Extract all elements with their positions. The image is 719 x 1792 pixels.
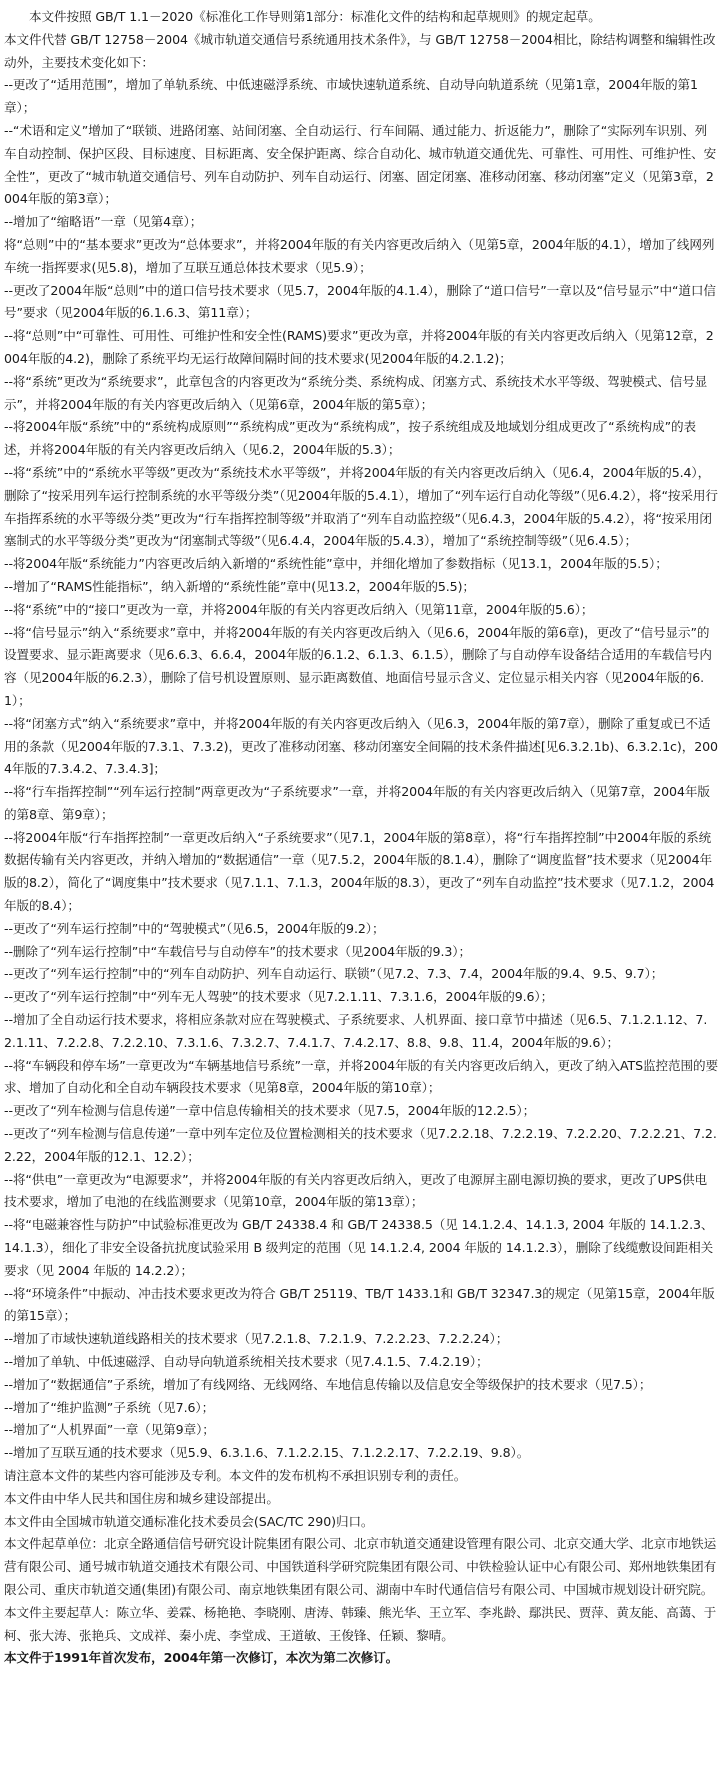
- paragraph: --增加了单轨、中低速磁浮、自动导向轨道系统相关技术要求（见7.4.1.5、7.4.2.19）；: [4, 1354, 489, 1370]
- paragraph: --将“环境条件”中振动、冲击技术要求更改为符合 GB/T 25119、TB/T 1433.1和 GB/T 32347.3的规定（见第15章，2004年版的第15章）；: [4, 1285, 715, 1324]
- paragraph: --更改了2004年版“总则”中的道口信号技术要求（见5.7，2004年版的4.1.4），删除了“道口信号”一章以及“信号显示”中“道口信号”要求（见2004年版的6.1.6.3、第11章）；: [4, 282, 716, 321]
- paragraph: --增加了互联互通的技术要求（见5.9、6.3.1.6、7.1.2.2.15、7.1.2.2.17、7.2.2.19、9.8）。: [4, 1445, 530, 1461]
- paragraph: 本文件于1991年首次发布，2004年第一次修订，本次为第二次修订。: [4, 1650, 399, 1666]
- paragraph: --增加了“数据通信”子系统，增加了有线网络、无线网络、车地信息传输以及信息安全等级保护的技术要求（见7.5）；: [4, 1376, 652, 1392]
- paragraph: --更改了“列车检测与信息传递”一章中信息传输相关的技术要求（见7.5，2004年版的12.2.5）；: [4, 1103, 536, 1119]
- foreword-body: [4, 6, 719, 1670]
- paragraph: --删除了“列车运行控制”中“车载信号与自动停车”的技术要求（见2004年版的9.3）；: [4, 943, 471, 959]
- paragraph: --将2004年版“行车指挥控制”一章更改后纳入“子系统要求”（见7.1，2004年版的第8章），将“行车指挥控制”中2004年版的系统数据传输有关内容更改，并纳入增加的“数据通信”一章（见7.5.2，2004年版的8.1.4），删除了“调度监督”技术要求（见2004年版的8.2），简化了“调度集中”技术要求（见7.1.1、7.1.3，2004年版的8.3），更改了“列车自动监控”技术要求（见7.1.2，2004年版的8.4）；: [4, 829, 715, 914]
- paragraph: --更改了“列车运行控制”中的“驾驶模式”（见6.5，2004年版的9.2）；: [4, 920, 385, 936]
- paragraph: --更改了“列车运行控制”中“列车无人驾驶”的技术要求（见7.2.1.11、7.3.1.6，2004年版的9.6）；: [4, 989, 554, 1005]
- paragraph: --增加了全自动运行技术要求，将相应条款对应在驾驶模式、子系统要求、人机界面、接口章节中描述（见6.5、7.1.2.1.12、7.2.1.11、7.2.2.8、7.2.2.10、7.3.1.6、7.3.2.7、7.4.1.7、7.4.2.17、8.8、9.8、11.4，2004年版的9.6）；: [4, 1012, 708, 1050]
- paragraph: --将“行车指挥控制”“列车运行控制”两章更改为“子系统要求”一章，并将2004年版的有关内容更改后纳入（见第7章，2004年版的第8章、第9章）；: [4, 784, 710, 822]
- paragraph: 请注意本文件的某些内容可能涉及专利。本文件的发布机构不承担识别专利的责任。: [4, 1468, 467, 1483]
- paragraph: --增加了“缩略语”一章（见第4章）；: [4, 214, 203, 230]
- paragraph: --“术语和定义”增加了“联锁、进路闭塞、站间闭塞、全自动运行、行车间隔、通过能力、折返能力”，删除了“实际列车识别、列车自动控制、保护区段、目标速度、目标距离、安全保护距离、综合自动化、城市轨道交通优先、可靠性、可用性、可维护性、安全性”，更改了“城市轨道交通信号、列车自动防护、列车自动运行、闭塞、固定闭塞、准移动闭塞、移动闭塞”定义（见第3章，2004年版的第3章）；: [4, 122, 717, 207]
- paragraph: --将“总则”中“可靠性、可用性、可维护性和安全性(RAMS)要求”更改为章，并将2004年版的有关内容更改后纳入（见第12章，2004年版的4.2)，删除了系统平均无运行故障间隔时间的技术要求(见2004年版的4.2.1.2)；: [4, 328, 714, 366]
- paragraph: --将2004年版“系统能力”内容更改后纳入新增的“系统性能”章中，并细化增加了参数指标（见13.1，2004年版的5.5）；: [4, 556, 668, 572]
- paragraph: --更改了“列车运行控制”中的“列车自动防护、列车自动运行、联锁”（见7.2、7.3、7.4，2004年版的9.4、9.5、9.7）；: [4, 966, 664, 982]
- paragraph: --将“系统”中的“系统水平等级”更改为“系统技术水平等级”，并将2004年版的有关内容更改后纳入（见6.4，2004年版的5.4），删除了“按采用列车运行控制系统的水平等级分类”（见2004年版的5.4.1），增加了“列车运行自动化等级”（见6.4.2），将“按采用行车指挥系统的水平等级分类”更改为“行车指挥控制等级”并取消了“列车自动监控级”（见6.4.3，2004年版的5.4.2），将“按采用闭塞制式的水平等级分类”更改为“闭塞制式等级”（见6.4.4，2004年版的5.4.3），增加了“系统控制等级”（见6.4.5）；: [4, 464, 718, 549]
- paragraph: --更改了“列车检测与信息传递”一章中列车定位及位置检测相关的技术要求（见7.2.2.18、7.2.2.19、7.2.2.20、7.2.2.21、7.2.2.22，2004年版的12.1、12.2）；: [4, 1126, 717, 1164]
- paragraph: 将“总则”中的“基本要求”更改为“总体要求”，并将2004年版的有关内容更改后纳入（见第5章，2004年版的4.1），增加了线网列车统一指挥要求(见5.8)，增加了互联互通总体技术要求（见5.9）；: [4, 236, 715, 275]
- paragraph: --将“车辆段和停车场”一章更改为“车辆基地信号系统”一章，并将2004年版的有关内容更改后纳入，更改了纳入ATS监控范围的要求、增加了自动化和全自动车辆段技术要求（见第8章，2004年版的第10章）；: [4, 1057, 718, 1096]
- paragraph: --将“系统”中的“接口”更改为一章，并将2004年版的有关内容更改后纳入（见第11章，2004年版的5.6）；: [4, 601, 594, 617]
- paragraph: --将“系统”更改为“系统要求”，此章包含的内容更改为“系统分类、系统构成、闭塞方式、系统技术水平等级、驾驶模式、信号显示”，并将2004年版的有关内容更改后纳入（见第6章，2004年版的第5章）；: [4, 373, 708, 412]
- paragraph: 本文件由全国城市轨道交通标准化技术委员会(SAC/TC 290)归口。: [4, 1513, 374, 1529]
- paragraph: --将2004年版“系统”中的“系统构成原则”“系统构成”更改为“系统构成”，按子系统组成及地域划分组成更改了“系统构成”的表述，并将2004年版的有关内容更改后纳入（见6.2，2004年版的5.3）；: [4, 419, 696, 458]
- paragraph: --将“电磁兼容性与防护”中试验标准更改为 GB/T 24338.4 和 GB/T 24338.5（见 14.1.2.4、14.1.3, 2004 年版的 14.1.2.3、14.1.3），细化了非安全设备抗扰度试验采用 B 级判定的范围（见 14.1.2.4, 2004 年版的 14.1.2.3），删除了线缆敷设间距相关要求（见 2004 年版的 14.2.2）；: [4, 1217, 714, 1278]
- paragraph: 本文件代替 GB/T 12758－2004《城市轨道交通信号系统通用技术条件》，与 GB/T 12758－2004相比，除结构调整和编辑性改动外，主要技术变化如下：: [4, 31, 716, 70]
- paragraph: 本文件按照 GB/T 1.1－2020《标准化工作导则第1部分：标准化文件的结构和起草规则》的规定起草。: [29, 9, 601, 24]
- paragraph: --增加了“RAMS性能指标”，纳入新增的“系统性能”章中(见13.2，2004年版的5.5)；: [4, 578, 475, 594]
- paragraph: 本文件主要起草人：陈立华、姜霖、杨艳艳、李晓刚、唐涛、韩臻、熊光华、王立军、李兆龄、鄢洪民、贾萍、黄友能、高蔼、于柯、张大涛、张艳兵、文成祥、秦小虎、李堂成、王道敏、王俊锋、任颖、黎晴。: [4, 1604, 717, 1643]
- paragraph: --增加了市域快速轨道线路相关的技术要求（见7.2.1.8、7.2.1.9、7.2.2.23、7.2.2.24）；: [4, 1331, 509, 1347]
- paragraph: --将“闭塞方式”纳入“系统要求”章中，并将2004年版的有关内容更改后纳入（见6.3，2004年版的第7章），删除了重复或已不适用的条款（见2004年版的7.3.1、7.3.2)，更改了准移动闭塞、移动闭塞安全间隔的技术条件描述[见6.3.2.1b)、6.3.2.1c)，2004年版的7.3.4.2、7.3.4.3]；: [4, 715, 718, 777]
- paragraph: 本文件由中华人民共和国住房和城乡建设部提出。: [4, 1490, 279, 1506]
- paragraph: --将“供电”一章更改为“电源要求”，并将2004年版的有关内容更改后纳入，更改了电源屏主副电源切换的要求，更改了UPS供电技术要求，增加了电池的在线监测要求（见第10章，2004年版的第13章）；: [4, 1171, 707, 1210]
- paragraph: --更改了“适用范围”，增加了单轨系统、中低速磁浮系统、市域快速轨道系统、自动导向轨道系统（见第1章，2004年版的第1章）；: [4, 77, 698, 116]
- paragraph: --增加了“人机界面”一章（见第9章）；: [4, 1422, 215, 1438]
- paragraph: --将“信号显示”纳入“系统要求”章中，并将2004年版的有关内容更改后纳入（见6.6，2004年版的第6章)，更改了“信号显示”的设置要求、显示距离要求（见6.6.3、6.6.4，2004年版的6.1.2、6.1.3、6.1.5），删除了与自动停车设备结合适用的车载信号内容（见2004年版的6.2.3），删除了信号机设置原则、显示距离数值、地面信号显示含义、定位显示相关内容（见2004年版的6.1）；: [4, 624, 712, 708]
- paragraph: --增加了“维护监测”子系统（见7.6）；: [4, 1399, 215, 1415]
- paragraph: 本文件起草单位：北京全路通信信号研究设计院集团有限公司、北京市轨道交通建设管理有限公司、北京交通大学、北京市地铁运营有限公司、通号城市轨道交通技术有限公司、中国铁道科学研究院集团有限公司、中铁检验认证中心有限公司、郑州地铁集团有限公司、重庆市轨道交通(集团)有限公司、南京地铁集团有限公司、湖南中车时代通信信号有限公司、中国城市规划设计研究院。: [4, 1536, 717, 1597]
